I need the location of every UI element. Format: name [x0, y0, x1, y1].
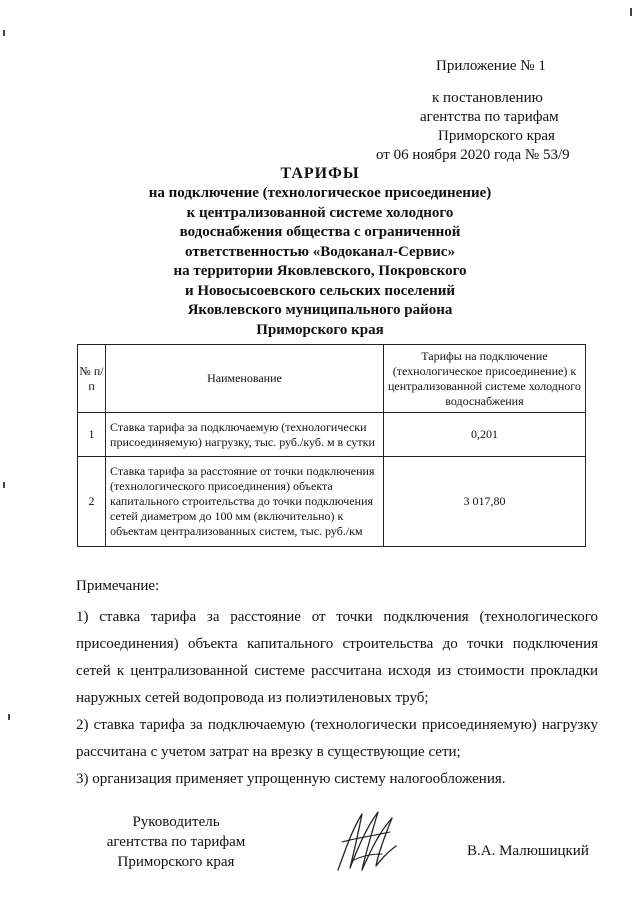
- row-name: Ставка тарифа за расстояние от точки подключения (технологического присоединения) объекта капитального строительства до точки подключения сетей диаметром до 100 мм (включительно) к объектам централизованных систем, тыс. руб./км: [106, 457, 384, 547]
- appendix-line: к постановлению: [432, 90, 543, 106]
- note-item: 3) организация применяет упрощенную систему налогообложения.: [76, 771, 506, 787]
- row-name: Ставка тарифа за подключаемую (технологически присоединяемую) нагрузку, тыс. руб./куб. м в сутки: [106, 413, 384, 457]
- scan-mark: [3, 30, 5, 36]
- appendix-line: от 06 ноября 2020 года № 53/9: [376, 147, 570, 163]
- heading-line: Яковлевского муниципального района: [187, 302, 453, 318]
- document-heading: [0, 164, 640, 340]
- row-value: 0,201: [383, 413, 585, 457]
- appendix-line: агентства по тарифам: [420, 109, 559, 125]
- row-num: 1: [78, 413, 106, 457]
- note-item: 1) ставка тарифа за расстояние от точки подключения (технологического присоединения) объекта капитального строительства до точки подключения сетей к централизованной системе рассчитана исходя из стоимости прокладки наружных сетей водопровода из полиэтиленовых труб;: [76, 609, 598, 706]
- header-num: № п/п: [78, 345, 106, 413]
- signatory-position-line: Приморского края: [117, 854, 235, 870]
- scan-mark: [8, 714, 10, 720]
- handwritten-signature: [332, 808, 402, 878]
- tariffs-table: [77, 344, 586, 547]
- table-row: [78, 457, 586, 547]
- signatory-position-line: Руководитель: [132, 814, 220, 830]
- heading-line: и Новосысоевского сельских поселений: [184, 282, 456, 299]
- heading-line: Приморского края: [256, 321, 384, 338]
- notes-title: Примечание:: [76, 578, 160, 594]
- heading-line: ответственностью «Водоканал-Сервис»: [185, 243, 455, 260]
- note-item: 2) ставка тарифа за подключаемую (технологически присоединяемую) нагрузку рассчитана с учетом затрат на врезку в существующие сети;: [76, 717, 598, 760]
- notes-section: [76, 574, 598, 793]
- heading-line: на территории Яковлевского, Покровского: [173, 263, 467, 279]
- scan-mark: [630, 8, 632, 16]
- signatory-position: [76, 812, 276, 872]
- heading-line: к централизованной системе холодного: [186, 204, 454, 221]
- scan-mark: [3, 482, 5, 488]
- signatory-position-line: агентства по тарифам: [106, 834, 246, 850]
- row-num: 2: [78, 457, 106, 547]
- heading-line: на подключение (технологическое присоединение): [148, 185, 492, 201]
- heading-main: ТАРИФЫ: [280, 165, 360, 182]
- header-value: Тарифы на подключение (технологическое присоединение) к централизованной системе холодного водоснабжения: [383, 345, 585, 413]
- appendix-line: Приморского края: [438, 128, 555, 144]
- appendix-title: Приложение № 1: [436, 58, 546, 74]
- signatory-name: В.А. Малюшицкий: [467, 843, 589, 859]
- row-value: 3 017,80: [383, 457, 585, 547]
- header-name: Наименование: [106, 345, 384, 413]
- table-row: [78, 413, 586, 457]
- table-header-row: [78, 345, 586, 413]
- heading-line: водоснабжения общества с ограниченной: [179, 224, 461, 240]
